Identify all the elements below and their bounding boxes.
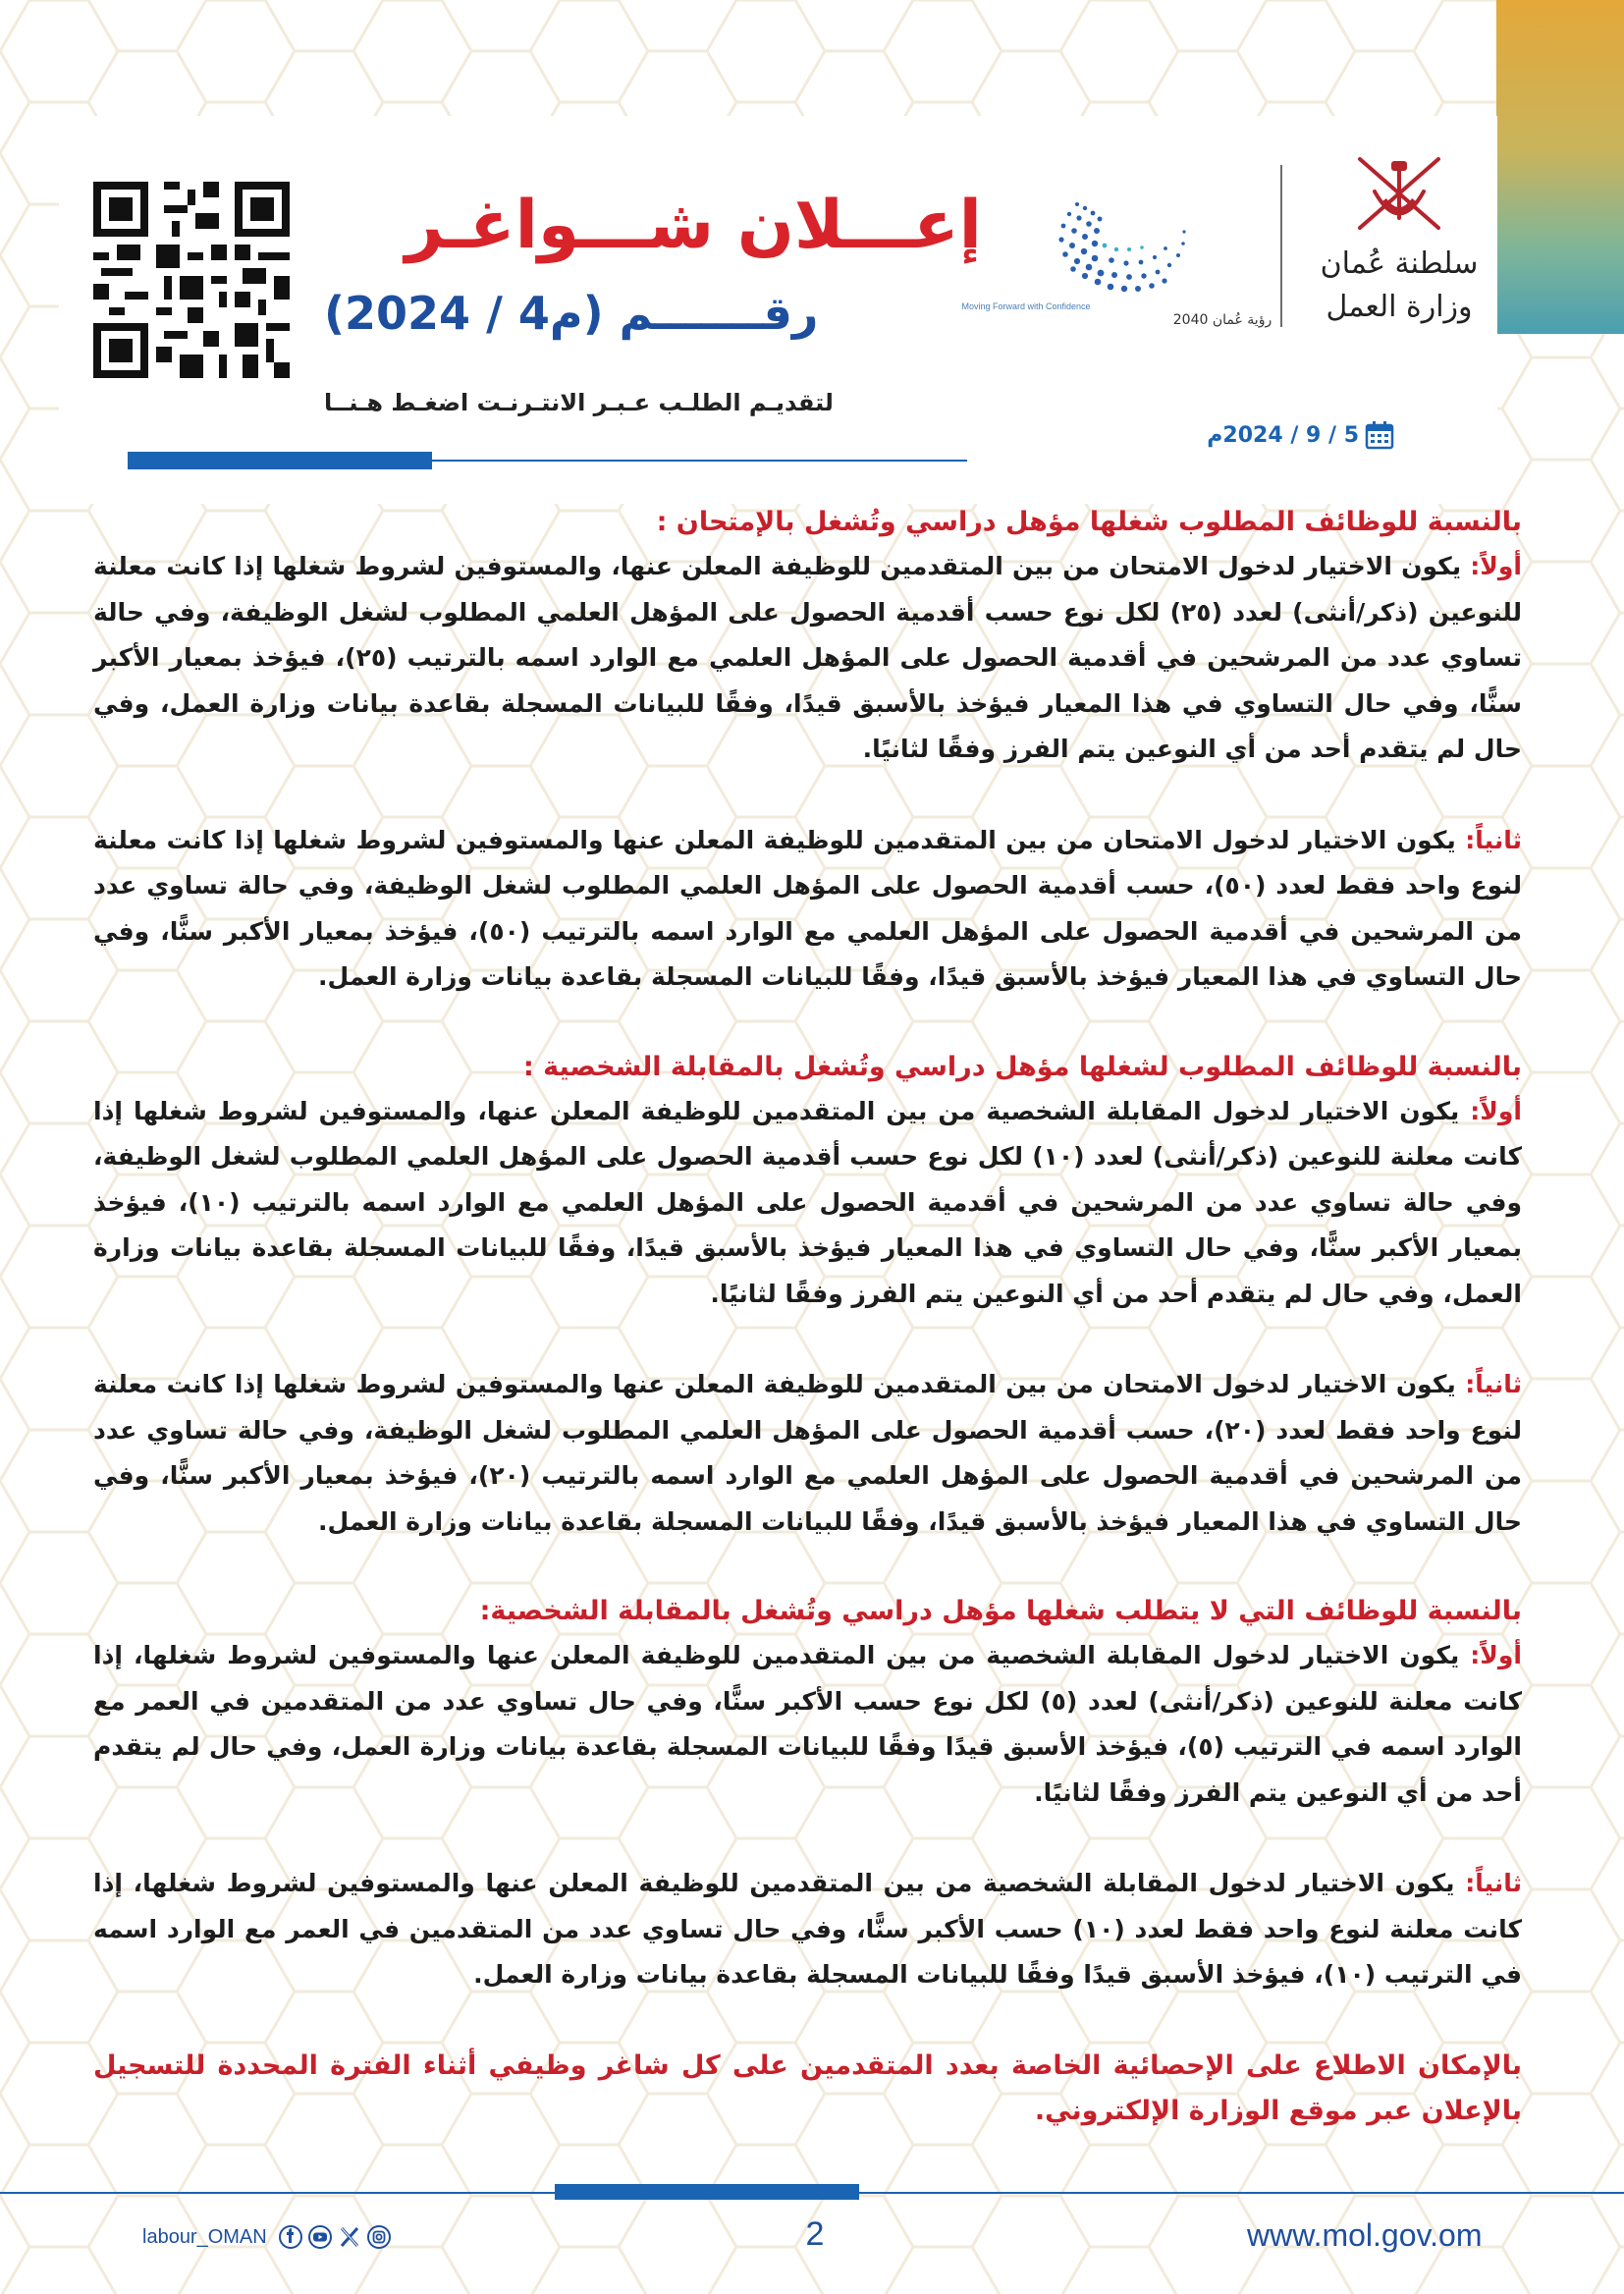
apply-online-link[interactable]: لتقديـم الطلـب عـبـر الانتـرنـت اضغـط هـنــا bbox=[324, 389, 834, 416]
clause-second bbox=[93, 818, 1522, 1001]
oman-vision-2040-logo bbox=[961, 187, 1281, 339]
x-twitter-icon[interactable] bbox=[338, 2225, 361, 2249]
page-number: 2 bbox=[805, 2215, 825, 2253]
clause-label: ثانياً: bbox=[1465, 1869, 1522, 1897]
announcement-date bbox=[1178, 417, 1394, 453]
svg-text:سلطنة عُمان: سلطنة عُمان bbox=[1320, 246, 1479, 281]
svg-text:وزارة العمل: وزارة العمل bbox=[1326, 290, 1473, 324]
clause-text: يكون الاختيار لدخول المقابلة الشخصية من بين المتقدمين للوظيفة المعلن عنها، والمستوفين لشروط شغلها إذا كانت معلنة للنوعين (ذكر/أنثى) لعدد (١٠) لكل نوع حسب أقدمية الحصول على المؤهل العلمي المطلوب لشغل الوظيفة، وفي حالة تساوي عدد من المرشحين في أقدمية الحصول على المؤهل العلمي مع الوارد اسمه بالترتيب (١٠)، فيؤخذ بمعيار الأكبر سنًّا، وفي حال التساوي في هذا المعيار فيؤخذ بالأسبق قيدًا، وفقًا للبيانات المسجلة بقاعدة بيانات وزارة العمل، وفي حال لم يتقدم أحد من أي النوعين يتم الفرز وفقًا لثانيًا. bbox=[93, 1096, 1522, 1308]
instagram-icon[interactable] bbox=[367, 2225, 391, 2249]
clause-second bbox=[93, 1362, 1522, 1545]
clause-text: يكون الاختيار لدخول الامتحان من بين المتقدمين للوظيفة المعلن عنها، والمستوفين لشروط شغلها إذا كانت معلنة للنوعين (ذكر/أنثى) لعدد (٢٥) لكل نوع حسب أقدمية الحصول على المؤهل العلمي المطلوب لشغل الوظيفة، وفي حالة تساوي عدد من المرشحين في أقدمية الحصول على المؤهل العلمي مع الوارد اسمه بالترتيب (٢٥)، فيؤخذ بمعيار الأكبر سنًّا، وفي حال التساوي في هذا المعيار فيؤخذ بالأسبق قيدًا، وفقًا للبيانات المسجلة بقاعدة بيانات وزارة العمل، وفي حال لم يتقدم أحد من أي النوعين يتم الفرز وفقًا لثانيًا. bbox=[93, 552, 1523, 763]
section-interview-unqualified bbox=[93, 1590, 1522, 1998]
facebook-icon[interactable] bbox=[279, 2225, 302, 2249]
clause-text: يكون الاختيار لدخول المقابلة الشخصية من بين المتقدمين للوظيفة المعلن عنها والمستوفين لشروط شغلها، إذا كانت معلنة لنوع واحد فقط لعدد (١٠) حسب الأكبر سنًّا، وفي حال تساوي عدد من المتقدمين في العمر مع الوارد اسمه في الترتيب (١٠)، فيؤخذ الأسبق قيدًا وفقًا للبيانات المسجلة بقاعدة بيانات وزارة العمل. bbox=[93, 1869, 1522, 1989]
clause-label: أولاً: bbox=[1470, 552, 1522, 580]
clause-label: ثانياً: bbox=[1465, 825, 1522, 854]
section-heading: بالنسبة للوظائف المطلوب لشغلها مؤهل دراسي وتُشغل بالمقابلة الشخصية : bbox=[522, 1051, 1522, 1082]
announcement-title: إعـــلان شـــواغـر bbox=[405, 187, 982, 264]
ministry-of-labour-emblem bbox=[1296, 147, 1502, 339]
section-exam bbox=[93, 501, 1522, 1001]
logo-divider bbox=[1280, 165, 1282, 327]
calendar-icon bbox=[1365, 420, 1394, 450]
clause-first bbox=[93, 1089, 1522, 1318]
website-link[interactable]: www.mol.gov.om bbox=[1247, 2217, 1483, 2253]
clause-text: يكون الاختيار لدخول الامتحان من بين المتقدمين للوظيفة المعلن عنها والمستوفين لشروط شغلها إذا كانت معلنة لنوع واحد فقط لعدد (٢٠)، حسب أقدمية الحصول على المؤهل العلمي المطلوب لشغل الوظيفة، وفي حالة تساوي عدد من المرشحين في أقدمية الحصول على المؤهل العلمي مع الوارد اسمه بالترتيب (٢٠)، فيؤخذ بمعيار الأكبر سنًّا، وفي حال التساوي في هذا المعيار فيؤخذ بالأسبق قيدًا، وفقًا للبيانات المسجلة بقاعدة بيانات وزارة العمل. bbox=[93, 1370, 1523, 1536]
youtube-icon[interactable] bbox=[308, 2225, 332, 2249]
clause-label: أولاً: bbox=[1470, 1096, 1522, 1125]
svg-text:رؤية عُمان 2040: رؤية عُمان 2040 bbox=[1172, 312, 1272, 328]
date-text: 5 / 9 / 2024م bbox=[1207, 422, 1359, 448]
clause-first bbox=[93, 544, 1522, 773]
clause-text: يكون الاختيار لدخول الامتحان من بين المتقدمين للوظيفة المعلن عنها والمستوفين لشروط شغلها إذا كانت معلنة لنوع واحد فقط لعدد (٥٠)، حسب أقدمية الحصول على المؤهل العلمي المطلوب لشغل الوظيفة، وفي حالة تساوي عدد من المرشحين في أقدمية الحصول على المؤهل العلمي مع الوارد اسمه بالترتيب (٥٠)، فيؤخذ بمعيار الأكبر سنًّا، وفي حال التساوي في هذا المعيار فيؤخذ بالأسبق قيدًا، وفقًا للبيانات المسجلة بقاعدة بيانات وزارة العمل. bbox=[93, 825, 1523, 991]
announcement-body bbox=[93, 501, 1522, 2134]
announcement-number: رقـــــــم (م4 / 2024) bbox=[324, 287, 819, 340]
svg-text:Moving Forward with Confidence: Moving Forward with Confidence bbox=[961, 301, 1091, 311]
clause-second bbox=[93, 1861, 1522, 1998]
clause-label: ثانياً: bbox=[1465, 1370, 1522, 1398]
header-underline bbox=[128, 452, 967, 469]
clause-first bbox=[93, 1633, 1522, 1816]
clause-label: أولاً: bbox=[1470, 1641, 1522, 1669]
footer-rule bbox=[0, 2192, 1624, 2194]
section-interview-qualified bbox=[93, 1046, 1522, 1546]
corner-gradient-bar bbox=[1496, 0, 1624, 334]
section-heading: بالنسبة للوظائف التي لا يتطلب شغلها مؤهل دراسي وتُشغل بالمقابلة الشخصية: bbox=[479, 1596, 1522, 1626]
title-block bbox=[304, 182, 982, 417]
qr-code-icon[interactable] bbox=[93, 182, 290, 378]
section-heading: بالنسبة للوظائف المطلوب شغلها مؤهل دراسي وتُشغل بالإمتحان : bbox=[656, 507, 1522, 537]
social-links bbox=[142, 2221, 391, 2253]
social-handle[interactable]: labour_OMAN bbox=[142, 2225, 267, 2248]
clause-text: يكون الاختيار لدخول المقابلة الشخصية من بين المتقدمين للوظيفة المعلن عنها والمستوفين لشروط شغلها، إذا كانت معلنة للنوعين (ذكر/أنثى) لعدد (٥) لكل نوع حسب الأكبر سنًّا، وفي حال تساوي عدد من المتقدمين في العمر مع الوارد اسمه في الترتيب (٥)، فيؤخذ الأسبق قيدًا وفقًا للبيانات المسجلة بقاعدة بيانات وزارة العمل، وفي حال لم يتقدم أحد من أي النوعين يتم الفرز وفقًا لثانيًا. bbox=[93, 1641, 1523, 1807]
closing-note: بالإمكان الاطلاع على الإحصائية الخاصة بعدد المتقدمين على كل شاغر وظيفي أثناء الفترة المحددة للتسجيل بالإعلان عبر موقع الوزارة الإلكتروني. bbox=[93, 2049, 1522, 2126]
